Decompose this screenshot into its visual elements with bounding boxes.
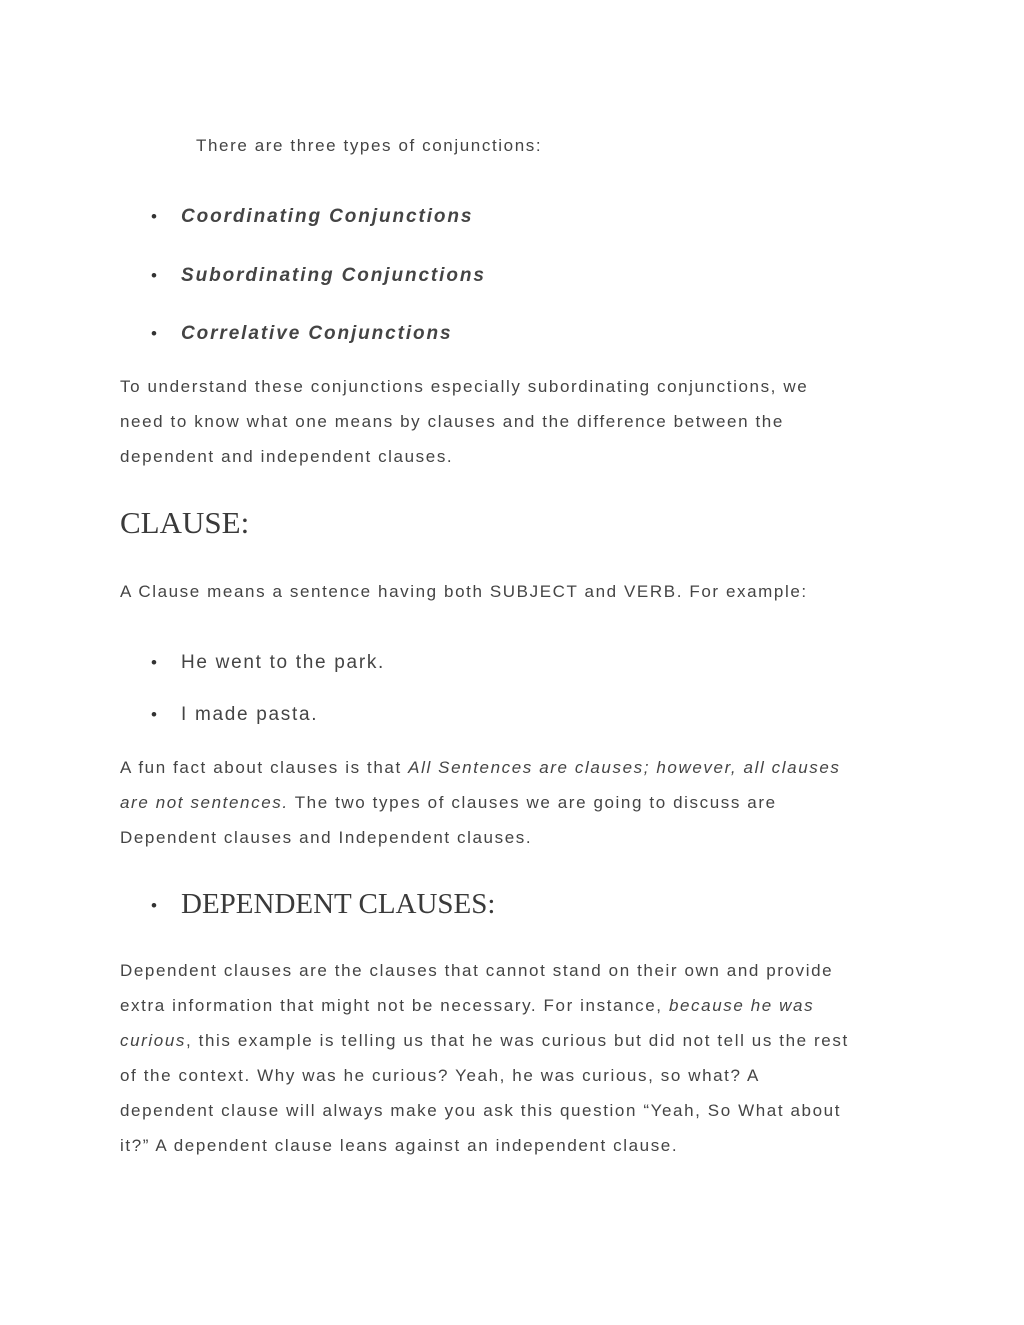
conjunction-types-list bbox=[120, 200, 486, 376]
clause-examples-list bbox=[120, 646, 385, 750]
paragraph-line: extra information that might not be necessary. For instance, bbox=[120, 996, 669, 1015]
example-emphasis: because he was bbox=[668, 996, 815, 1015]
paragraph-line: of the context. Why was he curious? Yeah, he was curious, so what? A bbox=[120, 1066, 760, 1085]
fun-fact-text: Dependent clauses and Independent clauses. bbox=[120, 828, 533, 847]
fun-fact-emphasis: are not sentences. bbox=[120, 793, 289, 812]
intro-text: There are three types of conjunctions: bbox=[196, 136, 543, 155]
paragraph-line: To understand these conjunctions especially subordinating conjunctions, we bbox=[120, 377, 809, 396]
list-item: • Coordinating Conjunctions bbox=[120, 200, 486, 259]
paragraph-line: need to know what one means by clauses and the difference between the bbox=[120, 412, 784, 431]
paragraph-line: dependent and independent clauses. bbox=[120, 447, 454, 466]
paragraph-line: , this example is telling us that he was curious but did not tell us the rest bbox=[186, 1031, 849, 1050]
fun-fact-text: The two types of clauses we are going to discuss are bbox=[288, 793, 777, 812]
understanding-paragraph bbox=[120, 369, 920, 474]
fun-fact-emphasis: All Sentences are clauses; however, all clauses bbox=[408, 758, 841, 777]
paragraph-line: it?” A dependent clause leans against an independent clause. bbox=[120, 1136, 679, 1155]
clause-definition: A Clause means a sentence having both SUBJECT and VERB. For example: bbox=[120, 582, 808, 601]
dependent-paragraph bbox=[120, 953, 920, 1163]
clause-heading: CLAUSE: bbox=[120, 505, 250, 540]
paragraph-line: dependent clause will always make you ask this question “Yeah, So What about bbox=[120, 1101, 842, 1120]
fun-fact-text: A fun fact about clauses is that bbox=[120, 758, 409, 777]
list-item: • He went to the park. bbox=[120, 646, 385, 698]
dependent-heading-list bbox=[120, 882, 495, 926]
fun-fact-paragraph bbox=[120, 750, 920, 855]
dependent-clauses-heading: • DEPENDENT CLAUSES: bbox=[120, 882, 495, 926]
list-item: • I made pasta. bbox=[120, 698, 385, 750]
paragraph-line: Dependent clauses are the clauses that cannot stand on their own and provide bbox=[120, 961, 834, 980]
list-item: • Correlative Conjunctions bbox=[120, 317, 486, 376]
example-emphasis: curious bbox=[120, 1031, 187, 1050]
list-item: • Subordinating Conjunctions bbox=[120, 259, 486, 318]
